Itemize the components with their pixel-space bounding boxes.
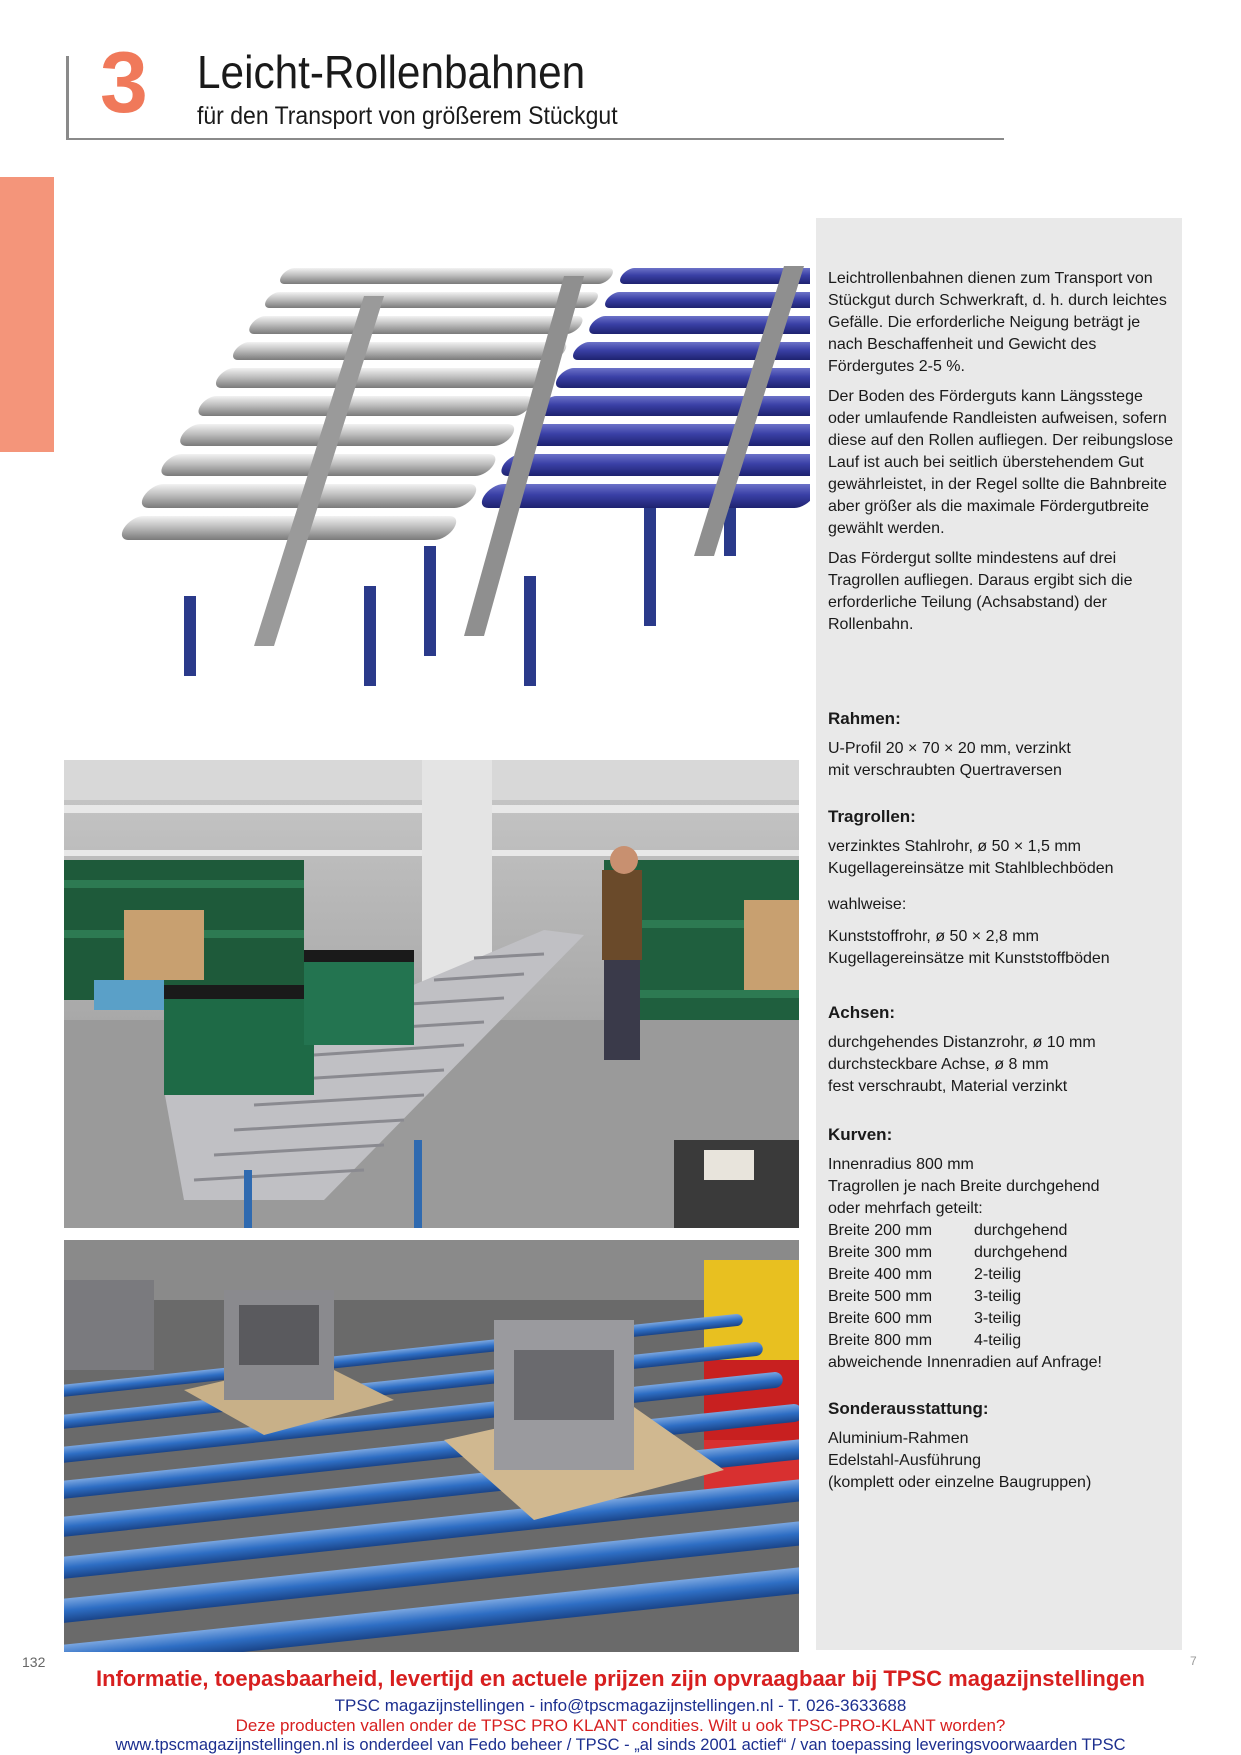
spec-line: Tragrollen je nach Breite durchgehend [828, 1178, 1100, 1195]
header-rule [66, 138, 1004, 140]
section-heading: Achsen: [828, 1003, 896, 1022]
intro-paragraph: Das Fördergut sollte mindestens auf drei Tragrollen aufliegen. Daraus ergibt sich die erforderliche Teilung (Achsabstand) der Rollenbahn. [828, 550, 1133, 633]
section-heading: Rahmen: [828, 709, 901, 728]
spec-line: Kugellagereinsätze mit Stahlblechböden [828, 860, 1114, 877]
page-mark-right: 7 [1190, 1654, 1197, 1668]
spec-line: Kunststoffrohr, ø 50 × 2,8 mm [828, 928, 1039, 945]
product-photo-roller-conveyor [64, 256, 810, 696]
kurven-value: durchgehend [974, 1222, 1068, 1239]
kurven-width: Breite 300 mm [828, 1244, 933, 1261]
header-rule-vertical [66, 56, 69, 140]
spec-line: (komplett oder einzelne Baugruppen) [828, 1474, 1092, 1491]
footer-info: Informatie, toepasbaarheid, levertijd en actuele prijzen zijn opvraagbaar bij TPSC magazijnstellingen [96, 1666, 1145, 1691]
spec-line: U-Profil 20 × 70 × 20 mm, verzinkt [828, 740, 1071, 757]
spec-line: verzinktes Stahlrohr, ø 50 × 1,5 mm [828, 838, 1081, 855]
spec-line: oder mehrfach geteilt: [828, 1200, 983, 1217]
footer-pro-klant: Deze producten vallen onder de TPSC PRO KLANT condities. Wilt u ook TPSC-PRO-KLANT worden? [235, 1716, 1006, 1735]
kurven-row [828, 1330, 1174, 1352]
chapter-number: 3 [100, 35, 148, 131]
intro-paragraph: Der Boden des Förderguts kann Längsstege oder umlaufende Randleisten aufweisen, sofern diese auf den Rollen aufliegen. Der reibungslose Lauf ist auch bei seitlich überstehendem Gut gewährleistet, in der Regel sollte die Bahnbreite aber größer als die maximale Fördergutbreite gewählt werden. [828, 388, 1174, 537]
intro-text [828, 268, 1174, 636]
spec-option-label: wahlweise: [828, 896, 907, 913]
kurven-value: 3-teilig [974, 1288, 1022, 1305]
page-subtitle: für den Transport von größerem Stückgut [197, 102, 618, 130]
spec-line: fest verschraubt, Material verzinkt [828, 1078, 1068, 1095]
page-title: Leicht-Rollenbahnen [197, 46, 586, 98]
kurven-width: Breite 400 mm [828, 1266, 933, 1283]
kurven-row [828, 1264, 1174, 1286]
intro-paragraph: Leichtrollenbahnen dienen zum Transport von Stückgut durch Schwerkraft, d. h. durch leichtes Gefälle. Die erforderliche Neigung beträgt je nach Beschaffenheit und Gewicht des Fördergutes 2-5 %. [828, 270, 1167, 375]
kurven-note: abweichende Innenradien auf Anfrage! [828, 1354, 1102, 1371]
photo-warehouse-conveyor [64, 760, 799, 1228]
spec-line: durchgehendes Distanzrohr, ø 10 mm [828, 1034, 1096, 1051]
spec-line: mit verschraubten Quertraversen [828, 762, 1062, 779]
spec-tragrollen [828, 806, 1174, 970]
kurven-value: durchgehend [974, 1244, 1068, 1261]
spec-line: Kugellagereinsätze mit Kunststoffböden [828, 950, 1110, 967]
photo-blue-roller-conveyor [64, 1240, 799, 1652]
kurven-width: Breite 500 mm [828, 1288, 933, 1305]
kurven-value: 2-teilig [974, 1266, 1022, 1283]
spec-line: durchsteckbare Achse, ø 8 mm [828, 1056, 1049, 1073]
footer-website[interactable]: www.tpscmagazijnstellingen.nl is onderdeel van Fedo beheer / TPSC - „al sinds 2001 actief“ / van toepassing leveringsvoorwaarden TPSC [115, 1736, 1126, 1754]
kurven-width: Breite 800 mm [828, 1332, 933, 1349]
page-number: 132 [22, 1654, 46, 1670]
kurven-row [828, 1286, 1174, 1308]
section-heading: Sonderausstattung: [828, 1399, 989, 1418]
spec-line: Aluminium-Rahmen [828, 1430, 969, 1447]
section-heading: Kurven: [828, 1125, 893, 1144]
section-heading: Tragrollen: [828, 807, 916, 826]
chapter-side-tab [0, 177, 54, 452]
kurven-value: 3-teilig [974, 1310, 1022, 1327]
kurven-row [828, 1220, 1174, 1242]
kurven-row [828, 1242, 1174, 1264]
kurven-value: 4-teilig [974, 1332, 1022, 1349]
kurven-width: Breite 200 mm [828, 1222, 933, 1239]
spec-sonder [828, 1398, 1174, 1494]
spec-achsen [828, 1002, 1174, 1098]
spec-kurven [828, 1124, 1174, 1374]
footer-contact[interactable]: TPSC magazijnstellingen - info@tpscmagazijnstellingen.nl - T. 026-3633688 [334, 1696, 907, 1715]
spec-rahmen [828, 708, 1174, 782]
kurven-width: Breite 600 mm [828, 1310, 933, 1327]
spec-line: Edelstahl-Ausführung [828, 1452, 981, 1469]
spec-line: Innenradius 800 mm [828, 1156, 974, 1173]
kurven-row [828, 1308, 1174, 1330]
